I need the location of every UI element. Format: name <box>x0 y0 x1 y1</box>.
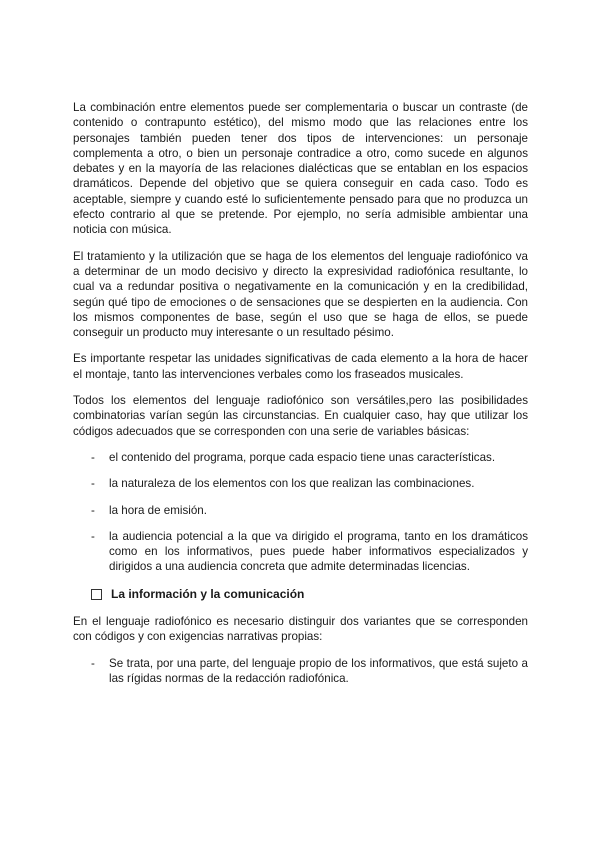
list-item-text: el contenido del programa, porque cada espacio tiene unas características. <box>109 450 496 464</box>
document-page <box>73 100 528 697</box>
paragraph-variantes: En el lenguaje radiofónico es necesario distinguir dos variantes que se corresponden con códigos y con exigencias narrativas propias: <box>73 615 528 644</box>
section-heading <box>91 587 528 602</box>
checkbox-icon <box>91 589 102 600</box>
paragraph-elementos: Todos los elementos del lenguaje radiofónico son versátiles,pero las posibilidades combinatorias varían según las circunstancias. En cualquier caso, hay que utilizar los códigos adecuados que se corresponden con una serie de variables básicas: <box>73 394 528 438</box>
bullet-dash: - <box>91 450 95 464</box>
section-heading-text: La información y la comunicación <box>111 586 305 601</box>
paragraph-unidades: Es importante respetar las unidades significativas de cada elemento a la hora de hacer el montaje, tanto las intervenciones verbales como los fraseados musicales. <box>73 352 528 381</box>
list-item-text: la naturaleza de los elementos con los que realizan las combinaciones. <box>109 477 475 491</box>
list-item-text: la hora de emisión. <box>109 503 207 517</box>
bullet-dash: - <box>91 503 95 517</box>
list-item-text: Se trata, por una parte, del lenguaje propio de los informativos, que está sujeto a las rígidas normas de la redacción radiofónica. <box>109 656 528 685</box>
list-item <box>73 656 528 687</box>
list-item <box>73 503 528 518</box>
bullet-dash: - <box>91 656 95 670</box>
variantes-list <box>73 656 528 687</box>
paragraph-combinacion: La combinación entre elementos puede ser complementaria o buscar un contraste (de contenido o contrapunto estético), del mismo modo que las relaciones entre los personajes también pueden tener dos tipos de intervenciones: un personaje complementa a otro, o bien un personaje contradice a otro, como sucede en algunos debates y en la mayoría de las relaciones dialécticas que se entablan en los espacios dramáticos. Depende del objetivo que se quiera conseguir en cada caso. Todo es aceptable, siempre y cuando esté lo suficientemente pensado para que no produzca un efecto contrario al que se pretende. Por ejemplo, no sería admisible ambientar una noticia con música. <box>73 101 528 237</box>
bullet-dash: - <box>91 477 95 491</box>
bullet-dash: - <box>91 529 95 543</box>
paragraph-tratamiento: El tratamiento y la utilización que se haga de los elementos del lenguaje radiofónico va a determinar de un modo decisivo y directo la expresividad radiofónica resultante, lo cual va a redundar positiva o negativamente en la comunicación y en la credibilidad, según qué tipo de emociones o de sensaciones que se despierten en la audiencia. Con los mismos componentes de base, según el uso que se haga de ellos, se puede conseguir un producto muy interesante o un resultado pésimo. <box>73 249 528 340</box>
list-item <box>73 529 528 575</box>
list-item <box>73 450 528 465</box>
variables-list <box>73 450 528 575</box>
list-item <box>73 476 528 491</box>
list-item-text: la audiencia potencial a la que va dirigido el programa, tanto en los dramáticos como en los informativos, pues puede haber informativos especializados y dirigidos a una audiencia concreta que admite determinadas licencias. <box>109 529 528 574</box>
